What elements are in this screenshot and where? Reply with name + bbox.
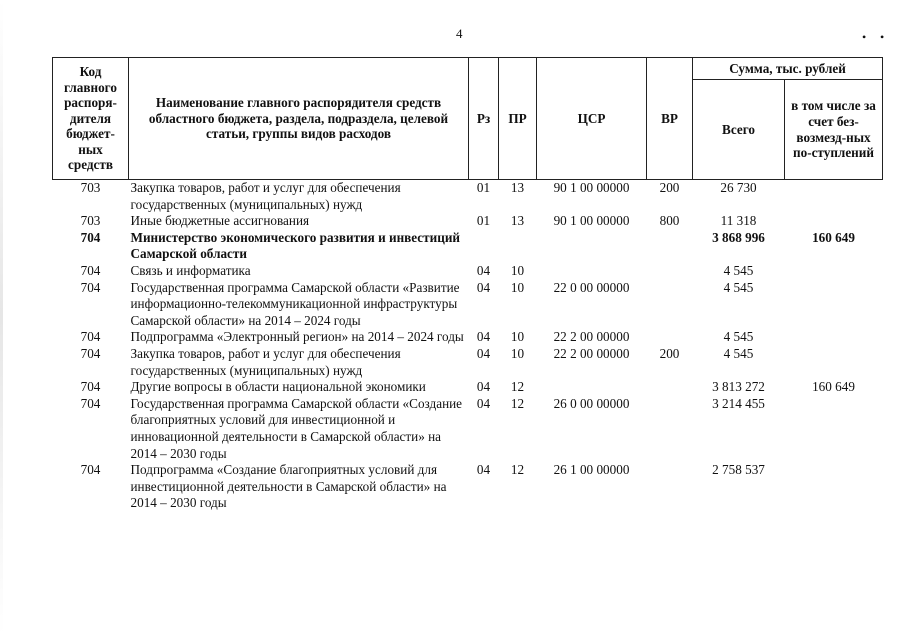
table-body <box>53 180 883 512</box>
cell-vr <box>647 230 693 263</box>
cell-pr: 10 <box>510 262 525 278</box>
cell-code: 704 <box>80 229 101 245</box>
cell-name: Подпрограмма «Электронный регион» на 2014 – 2024 годы <box>130 329 464 345</box>
header-free: в том числе за счет без-возмезд-ных по-ступлений <box>785 80 883 180</box>
cell-total: 26 730 <box>720 180 757 195</box>
table-row <box>53 180 883 214</box>
cell-pr: 10 <box>510 345 525 361</box>
cell-free <box>785 213 883 230</box>
cell-total: 3 813 272 <box>712 379 765 395</box>
cell-code: 704 <box>80 462 101 478</box>
cell-name: Министерство экономического развития и инвестиций Самарской области <box>130 229 461 262</box>
cell-name: Государственная программа Самарской области «Развитие информационно-телекоммуникационной инфраструктуры Самарской области» на 2014 – 2024 годы <box>130 279 460 328</box>
cell-name: Государственная программа Самарской области «Создание благоприятных условий для инвестиционной и инновационной деятельности в Самарской области» на 2014 – 2030 годы <box>130 395 463 461</box>
cell-pr: 12 <box>510 462 525 478</box>
cell-pr: 13 <box>510 180 525 195</box>
cell-vr: 800 <box>659 213 680 229</box>
cell-total: 2 758 537 <box>712 462 765 478</box>
corner-mark: • <box>862 30 867 44</box>
cell-free <box>785 263 883 280</box>
cell-vr <box>647 379 693 396</box>
cell-pr: 12 <box>510 379 525 395</box>
cell-free <box>785 180 883 214</box>
table-row <box>53 280 883 330</box>
cell-code: 704 <box>80 379 101 395</box>
cell-rz: 01 <box>476 180 491 195</box>
cell-rz: 04 <box>476 395 491 411</box>
cell-code: 703 <box>80 180 101 195</box>
cell-free <box>785 329 883 346</box>
cell-free <box>785 462 883 512</box>
cell-name: Подпрограмма «Создание благоприятных условий для инвестиционной деятельности в Самарской области» на 2014 – 2030 годы <box>130 462 447 511</box>
cell-total: 4 545 <box>723 262 754 278</box>
cell-vr <box>647 462 693 512</box>
cell-code: 704 <box>80 262 101 278</box>
cell-csr: 90 1 00 00000 <box>553 180 630 195</box>
cell-total: 3 214 455 <box>712 395 765 411</box>
cell-pr: 10 <box>510 279 525 295</box>
cell-pr <box>499 230 537 263</box>
table-row <box>53 379 883 396</box>
cell-name: Связь и информатика <box>130 262 251 278</box>
cell-vr <box>647 280 693 330</box>
cell-rz: 04 <box>476 262 491 278</box>
header-code: Код главного распоря-дителя бюджет-ных средств <box>53 58 129 180</box>
cell-pr: 13 <box>510 213 525 229</box>
cell-csr: 90 1 00 00000 <box>553 213 630 229</box>
cell-name: Закупка товаров, работ и услуг для обеспечения государственных (муниципальных) нужд <box>130 345 401 378</box>
scan-edge <box>0 0 3 635</box>
cell-rz: 04 <box>476 329 491 345</box>
table-row <box>53 396 883 462</box>
cell-csr <box>537 263 647 280</box>
cell-free: 160 649 <box>812 229 855 245</box>
cell-vr: 200 <box>659 345 680 361</box>
cell-pr: 12 <box>510 395 525 411</box>
cell-rz: 04 <box>476 462 491 478</box>
cell-csr <box>537 230 647 263</box>
cell-vr <box>647 396 693 462</box>
cell-free <box>785 346 883 379</box>
cell-code: 704 <box>80 329 101 345</box>
cell-csr: 22 2 00 00000 <box>553 345 630 361</box>
table-row <box>53 263 883 280</box>
cell-total: 4 545 <box>723 329 754 345</box>
cell-rz: 04 <box>476 279 491 295</box>
header-total: Всего <box>693 80 785 180</box>
cell-rz: 01 <box>476 213 491 229</box>
cell-pr: 10 <box>510 329 525 345</box>
cell-free <box>785 280 883 330</box>
header-vr: ВР <box>647 58 693 180</box>
table-row <box>53 346 883 379</box>
cell-vr <box>647 263 693 280</box>
budget-table <box>52 57 883 512</box>
header-sum: Сумма, тыс. рублей <box>693 58 883 80</box>
cell-total: 4 545 <box>723 345 754 361</box>
table-row <box>53 230 883 263</box>
cell-name: Закупка товаров, работ и услуг для обеспечения государственных (муниципальных) нужд <box>130 180 401 212</box>
cell-csr: 26 1 00 00000 <box>553 462 630 478</box>
cell-code: 704 <box>80 345 101 361</box>
cell-csr: 26 0 00 00000 <box>553 395 630 411</box>
table-row <box>53 462 883 512</box>
cell-rz: 04 <box>476 345 491 361</box>
cell-total: 11 318 <box>720 213 757 229</box>
table-row <box>53 213 883 230</box>
table-row <box>53 329 883 346</box>
header-name: Наименование главного распорядителя средств областного бюджета, раздела, подраздела, целевой статьи, группы видов расходов <box>129 58 469 180</box>
corner-mark: • <box>880 30 885 44</box>
header-csr: ЦСР <box>537 58 647 180</box>
table-header <box>53 58 883 180</box>
header-pr: ПР <box>499 58 537 180</box>
cell-csr <box>537 379 647 396</box>
header-rz: Рз <box>469 58 499 180</box>
cell-rz <box>469 230 499 263</box>
cell-total: 3 868 996 <box>712 229 765 245</box>
cell-free <box>785 396 883 462</box>
cell-code: 704 <box>80 279 101 295</box>
page-number: 4 <box>456 26 463 41</box>
cell-name: Иные бюджетные ассигнования <box>130 213 310 229</box>
cell-free: 160 649 <box>812 379 855 395</box>
cell-vr <box>647 329 693 346</box>
cell-vr: 200 <box>659 180 680 195</box>
cell-rz: 04 <box>476 379 491 395</box>
cell-code: 704 <box>80 395 101 411</box>
cell-total: 4 545 <box>723 279 754 295</box>
cell-code: 703 <box>80 213 101 229</box>
cell-csr: 22 2 00 00000 <box>553 329 630 345</box>
cell-name: Другие вопросы в области национальной экономики <box>130 379 426 395</box>
cell-csr: 22 0 00 00000 <box>553 279 630 295</box>
